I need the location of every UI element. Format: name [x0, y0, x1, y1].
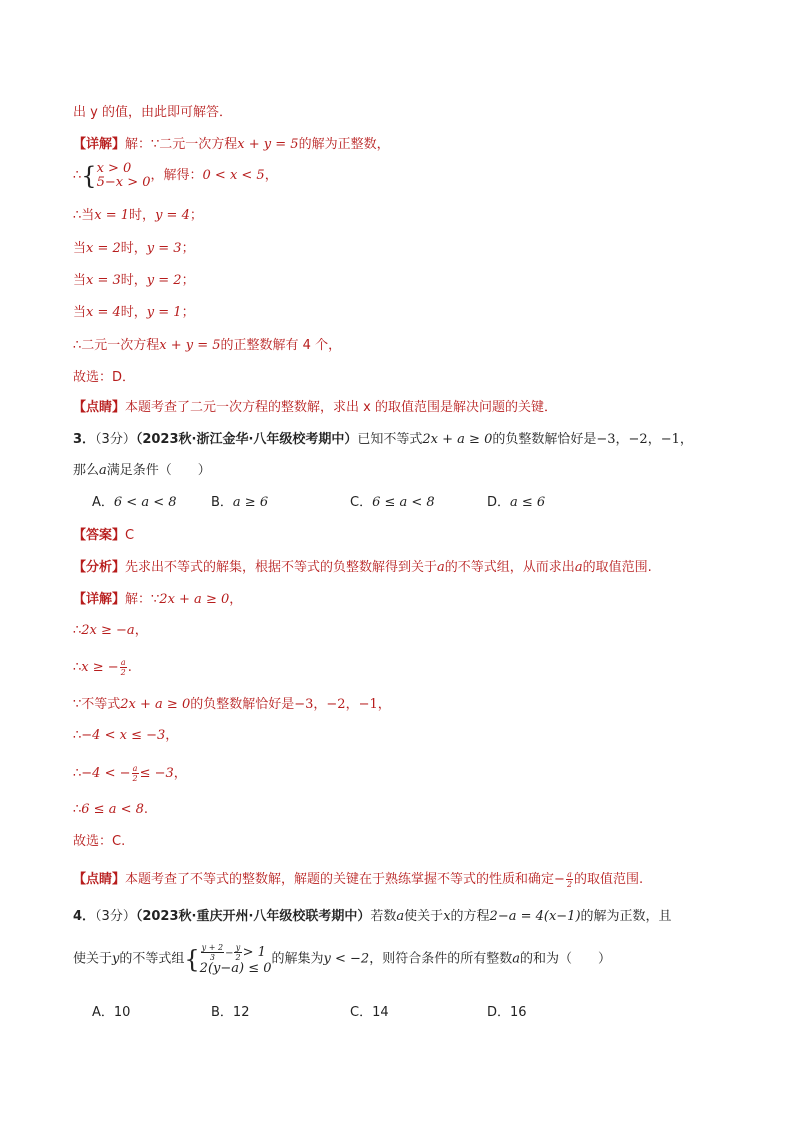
question-source: （2023秋·重庆开州·八年级校联考期中） — [135, 909, 371, 924]
detail-line: 【详解】解：∵2x + a ≥ 0， — [73, 592, 243, 607]
analysis-tag: 【分析】 — [73, 560, 126, 575]
text-line: ∴二元一次方程x + y = 5的正整数解有 4 个， — [73, 338, 342, 353]
text-line: ∴当x = 1时，y = 4； — [73, 208, 203, 223]
option-d[interactable]: D．16 — [487, 1005, 527, 1020]
option-c[interactable]: C．14 — [350, 1005, 389, 1020]
question-source: （2023秋·浙江金华·八年级校考期中） — [135, 432, 358, 447]
step-line: ∴x ≥ − $\frac{a}{2}$ . — [73, 658, 132, 677]
math: x + y = 5 — [237, 137, 299, 152]
question-4-stem-2: 使关于y的不等式组{ $\frac{y + 2}{3}$ − $\frac{y}{2}$ > 1 2(y−a) ≤ 0 的解集为y < −2，则符合条件的所有整数a的和为（ ） — [73, 943, 611, 976]
step-line: ∵不等式2x + a ≥ 0的负整数解恰好是−3，−2，−1， — [73, 697, 391, 712]
option-b[interactable]: B．a ≥ 6 — [211, 495, 269, 510]
inequality-system: $\frac{y + 2}{3}$ − $\frac{y}{2}$ > 1 2(y−a) ≤ 0 — [199, 943, 272, 976]
comment-tag: 【点睛】 — [73, 400, 126, 415]
option-d[interactable]: D．a ≤ 6 — [487, 495, 546, 510]
fraction: $\frac{a}{2}$ — [566, 870, 573, 889]
answer-value: C — [125, 528, 135, 543]
step-line: ∴2x ≥ −a， — [73, 623, 148, 638]
comment-tag: 【点睛】 — [73, 872, 126, 887]
detail-tag: 【详解】 — [73, 592, 126, 607]
fraction: $\frac{a}{2}$ — [132, 764, 138, 783]
detail-tag: 【详解】 — [73, 137, 126, 152]
brace: { — [184, 945, 200, 974]
option-c[interactable]: C．6 ≤ a < 8 — [350, 495, 435, 510]
choose-line: 故选：C. — [73, 834, 126, 849]
fraction: $\frac{a}{2}$ — [120, 658, 126, 677]
option-a[interactable]: A．6 < a < 8 — [92, 495, 177, 510]
question-3-stem: 3．（3分）（2023秋·浙江金华·八年级校考期中）已知不等式2x + a ≥ 0的负整数解恰好是−3，−2，−1， — [73, 432, 693, 447]
text: 出 y 的值，由此即可解答． — [73, 105, 232, 120]
text-line: 当x = 3时，y = 2； — [73, 273, 195, 288]
text: 的解为正整数， — [298, 137, 390, 152]
analysis-line: 【分析】先求出不等式的解集，根据不等式的负整数解得到关于a的不等式组，从而求出a的取值范围. — [73, 560, 652, 575]
step-line: ∴−4 < x ≤ −3， — [73, 728, 179, 743]
step-line: ∴−4 < − $\frac{a}{2}$ ≤ −3， — [73, 764, 187, 783]
question-number: 4． — [73, 909, 96, 924]
answer-line — [73, 527, 134, 545]
option-a[interactable]: A．10 — [92, 1005, 131, 1020]
option-b[interactable]: B．12 — [211, 1005, 250, 1020]
comment-line: 【点睛】本题考查了二元一次方程的整数解，求出 x 的取值范围是解决问题的关键． — [73, 400, 557, 415]
question-3-stem-2: 那么a满足条件（ ） — [73, 463, 211, 478]
text-line — [73, 136, 390, 154]
text-line — [73, 104, 232, 122]
question-number: 3． — [73, 432, 96, 447]
answer-tag: 【答案】 — [73, 528, 126, 543]
inequality-system-line: ∴{ x > 0 5−x > 0 ，解得：0 < x < 5， — [73, 161, 278, 190]
step-line: ∴6 ≤ a < 8. — [73, 802, 149, 817]
comment-line: 【点睛】本题考查了不等式的整数解，解题的关键在于熟练掌握不等式的性质和确定− $\frac{a}{2}$ 的取值范围. — [73, 870, 644, 889]
system: x > 0 5−x > 0 — [96, 161, 151, 190]
brace: { — [81, 162, 97, 190]
text-line: 当x = 2时，y = 3； — [73, 241, 195, 256]
text-line: 故选：D． — [73, 370, 136, 385]
question-4-stem: 4．（3分）（2023秋·重庆开州·八年级校联考期中）若数a使关于x的方程2−a = 4(x−1)的解为正数，且 — [73, 909, 672, 924]
text-line: 当x = 4时，y = 1； — [73, 305, 195, 320]
text: 解：∵二元一次方程 — [125, 137, 238, 152]
